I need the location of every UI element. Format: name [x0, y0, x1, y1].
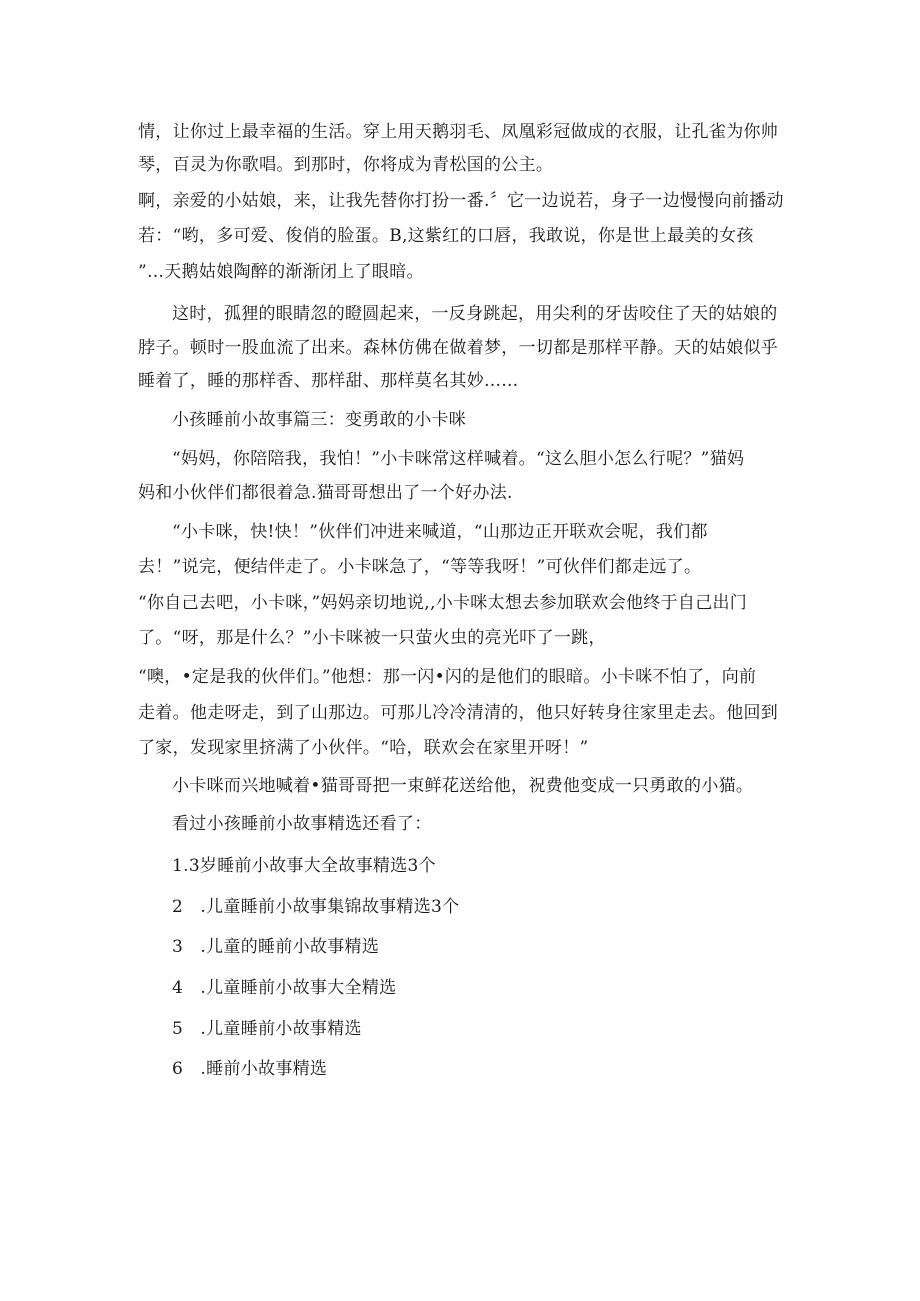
related-item-2[interactable]: 2 .儿童睡前小故事集锦故事精选3个	[172, 897, 460, 917]
story-line-6: 这时，孤狸的眼睛忽的瞪圆起来，一反身跳起，用尖利的牙齿咬住了天的姑娘的	[172, 304, 778, 324]
story-line-11: 妈和小伙伴们都很着急.猫哥哥想出了一个好办法.	[138, 483, 513, 503]
story-line-16: “噢，•定是我的伙伴们。”他想：那一闪•闪的是他们的眼暗。小卡咪不怕了，向前	[138, 667, 757, 687]
story-line-18: 了家，发现家里挤满了小伙伴。“哈，联欢会在家里开呀！”	[138, 738, 589, 758]
story-line-13: 去！”说完，便结伴走了。小卡咪急了，“等等我呀！”可伙伴们都走远了。	[138, 557, 702, 577]
related-heading: 看过小孩睡前小故事精选还看了：	[172, 814, 432, 834]
story-line-4: 若：“哟，多可爱、俊俏的脸蛋。B,这紫红的口唇，我敢说，你是世上最美的女孩	[138, 226, 754, 246]
story-line-2: 琴，百灵为你歌唱。到那时，你将成为青松国的公主。	[138, 155, 554, 175]
story-line-12: “小卡咪，快!快！”伙伴们冲进来喊道，“山那边正开联欢会呢，我们都	[172, 522, 708, 542]
related-item-3[interactable]: 3 .儿童的睡前小故事精选	[172, 937, 380, 957]
related-item-5[interactable]: 5 .儿童睡前小故事精选	[172, 1019, 362, 1039]
related-item-6[interactable]: 6 .睡前小故事精选	[172, 1059, 328, 1079]
related-item-4[interactable]: 4 .儿童睡前小故事大全精选	[172, 978, 397, 998]
story-line-8: 睡着了，睡的那样香、那样甜、那样莫名其妙……	[138, 371, 519, 391]
story-line-17: 走着。他走呀走，到了山那边。可那儿冷冷清清的，他只好转身往家里走去。他回到	[138, 703, 779, 723]
story-line-15: 了。“呀，那是什么？”小卡咪被一只萤火虫的亮光吓了一跳，	[138, 628, 606, 648]
section-heading: 小孩睡前小故事篇三：变勇敢的小卡咪	[172, 410, 467, 430]
story-line-7: 脖子。顿时一股血流了出来。森林仿佛在做着梦，一切都是那样平静。天的姑娘似乎	[138, 338, 779, 358]
story-line-14: “你自己去吧，小卡咪，”妈妈亲切地说,,小卡咪太想去参加联欢会他终于自己出门	[138, 593, 748, 613]
related-item-1[interactable]: 1.3岁睡前小故事大全故事精选3个	[172, 856, 436, 876]
story-line-5: ”…天鹅姑娘陶醉的渐渐闭上了眼暗。	[138, 262, 424, 282]
story-line-19: 小卡咪而兴地喊着•猫哥哥把一束鲜花送给他，祝费他变成一只勇敢的小猫。	[172, 776, 754, 796]
story-line-1: 情，让你过上最幸福的生活。穿上用天鹅羽毛、凤凰彩冠做成的衣服，让孔雀为你帅	[138, 122, 779, 142]
story-line-10: “妈妈，你陪陪我，我怕！”小卡咪常这样喊着。“这么胆小怎么行呢？”猫妈	[172, 449, 745, 469]
story-line-3: 啊，亲爱的小姑娘，来，让我先替你打扮一番.〞它一边说若，身子一边慢慢向前播动	[138, 191, 784, 211]
